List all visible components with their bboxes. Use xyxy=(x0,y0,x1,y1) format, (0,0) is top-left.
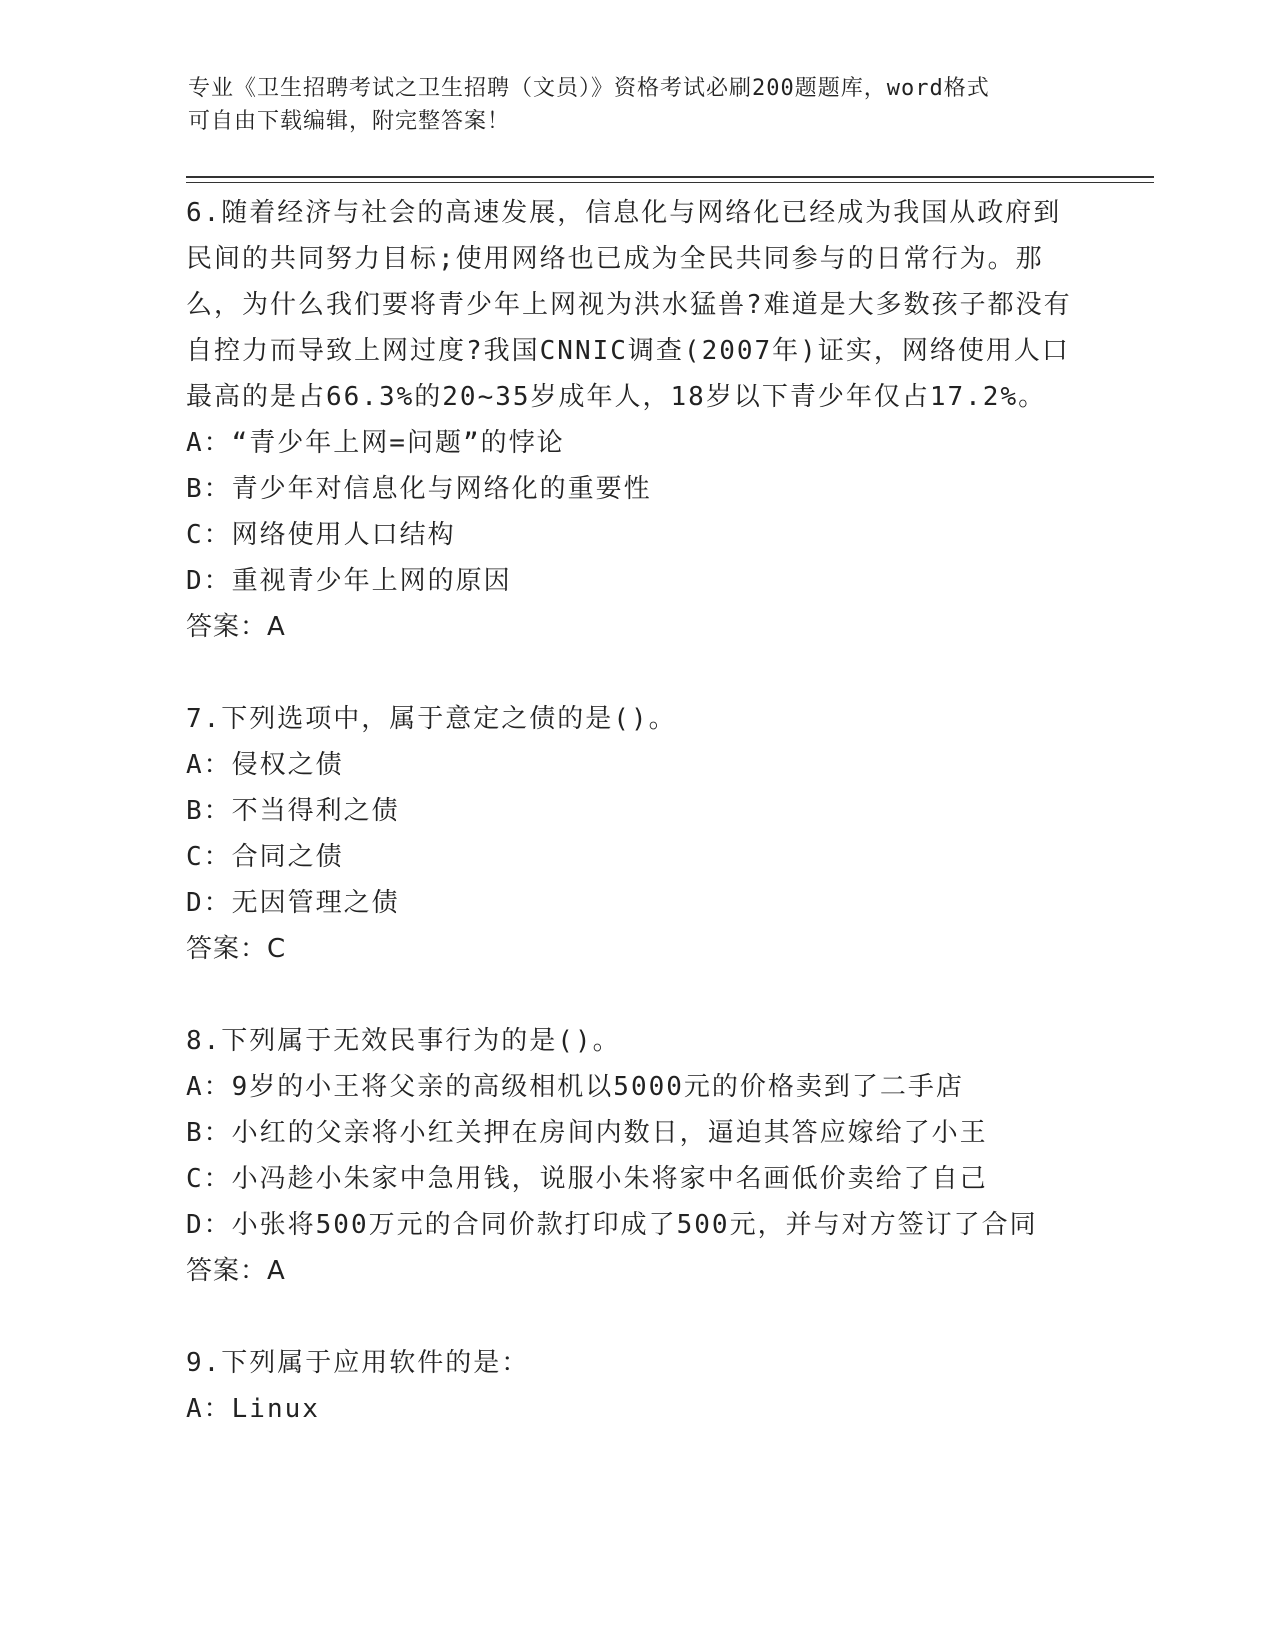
option-c: C：网络使用人口结构 xyxy=(186,520,456,550)
option-d: D：小张将500万元的合同价款打印成了500元，并与对方签订了合同 xyxy=(186,1210,1038,1240)
question-8 xyxy=(186,1018,1086,1294)
question-text: 7.下列选项中，属于意定之债的是()。 xyxy=(186,704,677,734)
option-a: A：9岁的小王将父亲的高级相机以5000元的价格卖到了二手店 xyxy=(186,1072,964,1102)
answer-label: 答案：A xyxy=(186,612,286,642)
question-6 xyxy=(186,190,1086,650)
option-a: A：Linux xyxy=(186,1394,320,1424)
option-a: A：侵权之债 xyxy=(186,750,344,780)
header-rule-thick xyxy=(186,176,1154,178)
question-text: 8.下列属于无效民事行为的是()。 xyxy=(186,1026,621,1056)
header-line-2: 可自由下载编辑，附完整答案！ xyxy=(188,109,511,134)
answer-label: 答案：A xyxy=(186,1256,286,1286)
option-d: D：重视青少年上网的原因 xyxy=(186,566,512,596)
header-rule-thin xyxy=(186,182,1154,183)
answer-label: 答案：C xyxy=(186,934,287,964)
option-a: A：“青少年上网=问题”的悖论 xyxy=(186,428,565,458)
option-b: B：不当得利之债 xyxy=(186,796,400,826)
option-d: D：无因管理之债 xyxy=(186,888,400,918)
question-9 xyxy=(186,1340,1086,1432)
option-b: B：小红的父亲将小红关押在房间内数日，逼迫其答应嫁给了小王 xyxy=(186,1118,988,1148)
question-text: 9.下列属于应用软件的是： xyxy=(186,1348,530,1378)
question-text: 6.随着经济与社会的高速发展，信息化与网络化已经成为我国从政府到民间的共同努力目标;使用网络也已成为全民共同参与的日常行为。那么，为什么我们要将青少年上网视为洪水猛兽?难道是大多数孩子都没有自控力而导致上网过度?我国CNNIC调查(2007年)证实，网络使用人口最高的是占66.3%的20~35岁成年人，18岁以下青少年仅占17.2%。 xyxy=(186,198,1072,412)
header-line-1: 专业《卫生招聘考试之卫生招聘（文员）》资格考试必刷200题题库，word格式 xyxy=(188,76,990,101)
option-c: C：合同之债 xyxy=(186,842,344,872)
document-header xyxy=(188,72,1088,138)
question-7 xyxy=(186,696,1086,972)
option-b: B：青少年对信息化与网络化的重要性 xyxy=(186,474,652,504)
option-c: C：小冯趁小朱家中急用钱，说服小朱将家中名画低价卖给了自己 xyxy=(186,1164,988,1194)
question-list xyxy=(186,190,1086,1432)
